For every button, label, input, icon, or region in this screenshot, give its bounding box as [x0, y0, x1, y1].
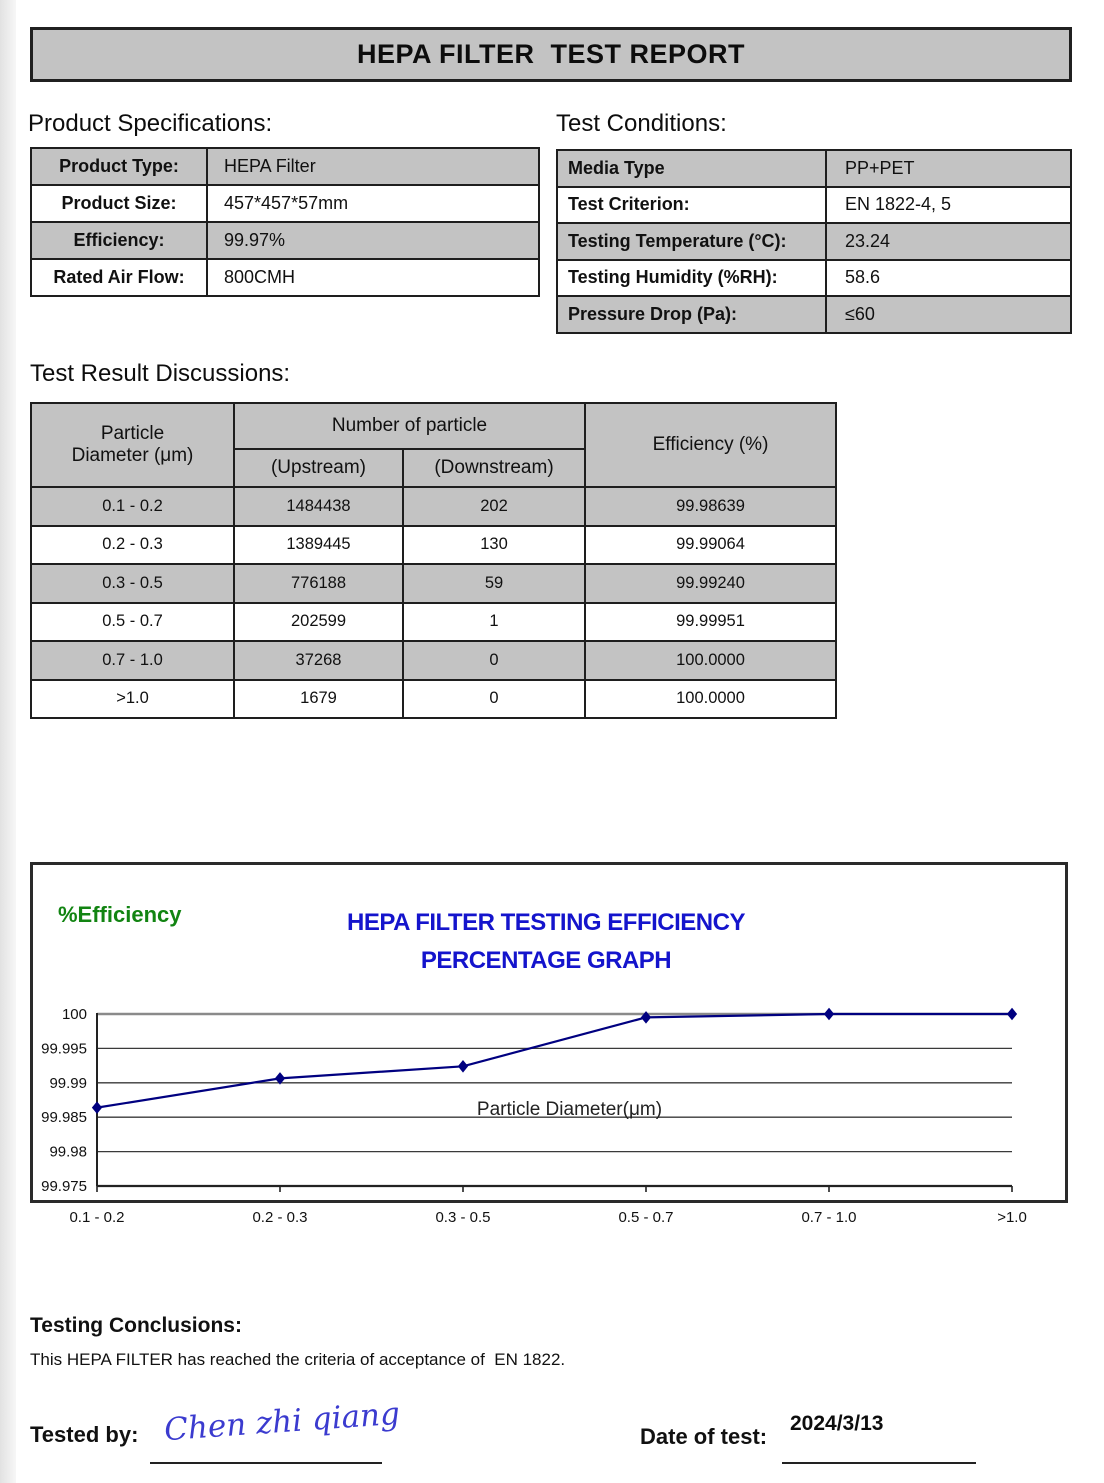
spec-label: Rated Air Flow: — [31, 259, 207, 296]
test-conditions-heading: Test Conditions: — [556, 110, 727, 137]
test-results-heading: Test Result Discussions: — [30, 360, 291, 387]
table-row — [31, 526, 836, 565]
cell-upstream: 1484438 — [234, 487, 403, 526]
header-line: Particle — [100, 423, 165, 444]
data-point-marker — [459, 1061, 468, 1072]
efficiency-chart — [30, 862, 1070, 1242]
x-tick-label: 0.1 - 0.2 — [69, 1209, 125, 1226]
condition-value: 58.6 — [826, 260, 1071, 297]
cell-downstream: 202 — [403, 487, 585, 526]
table-row — [31, 564, 836, 603]
y-tick-label: 99.98 — [49, 1143, 87, 1161]
y-tick-label: 99.985 — [41, 1109, 87, 1127]
spec-label: Efficiency: — [31, 222, 207, 259]
column-header-downstream: (Downstream) — [403, 449, 585, 487]
table-row — [557, 187, 1071, 224]
cell-diameter: 0.7 - 1.0 — [31, 641, 234, 680]
data-point-marker — [1008, 1009, 1017, 1020]
table-row — [31, 603, 836, 642]
cell-diameter: >1.0 — [31, 680, 234, 719]
cell-downstream: 1 — [403, 603, 585, 642]
product-specifications-heading: Product Specifications: — [28, 110, 273, 137]
test-conditions-table — [556, 149, 1072, 334]
cell-upstream: 37268 — [234, 641, 403, 680]
condition-value: EN 1822-4, 5 — [826, 187, 1071, 224]
data-point-marker — [825, 1009, 834, 1020]
condition-label: Testing Humidity (%RH): — [557, 260, 826, 297]
table-row — [31, 185, 539, 222]
column-header-particle-diameter — [31, 403, 234, 487]
cell-efficiency: 99.99240 — [585, 564, 836, 603]
cell-downstream: 0 — [403, 641, 585, 680]
condition-label: Pressure Drop (Pa): — [557, 296, 826, 333]
x-tick-label: 0.2 - 0.3 — [252, 1209, 308, 1226]
table-row — [31, 222, 539, 259]
condition-label: Media Type — [557, 150, 826, 187]
cell-diameter: 0.5 - 0.7 — [31, 603, 234, 642]
cell-efficiency: 99.98639 — [585, 487, 836, 526]
table-row — [557, 260, 1071, 297]
cell-upstream: 1389445 — [234, 526, 403, 565]
table-row — [31, 641, 836, 680]
y-tick-label: 99.975 — [41, 1178, 87, 1195]
data-point-marker — [93, 1102, 102, 1113]
chart-title-line2: PERCENTAGE GRAPH — [420, 947, 672, 974]
spec-value: 99.97% — [207, 222, 539, 259]
table-row — [31, 487, 836, 526]
spec-label: Product Type: — [31, 148, 207, 185]
cell-diameter: 0.3 - 0.5 — [31, 564, 234, 603]
condition-value: PP+PET — [826, 150, 1071, 187]
x-axis-title: Particle Diameter(μm) — [476, 1099, 663, 1121]
report-title-bar — [30, 27, 1072, 82]
spec-label: Product Size: — [31, 185, 207, 222]
x-tick-label: 0.5 - 0.7 — [618, 1209, 674, 1226]
tested-by-label: Tested by: — [30, 1422, 139, 1447]
cell-upstream: 776188 — [234, 564, 403, 603]
product-specifications-table — [30, 147, 540, 297]
date-line — [782, 1408, 976, 1464]
condition-value: 23.24 — [826, 223, 1071, 260]
column-header-efficiency: Efficiency (%) — [585, 403, 836, 487]
page-edge-shadow — [0, 0, 16, 1483]
x-tick-label: 0.3 - 0.5 — [435, 1209, 491, 1226]
cell-efficiency: 99.99064 — [585, 526, 836, 565]
table-row — [557, 223, 1071, 260]
cell-downstream: 130 — [403, 526, 585, 565]
testing-conclusions-heading: Testing Conclusions: — [30, 1314, 242, 1337]
column-header-upstream: (Upstream) — [234, 449, 403, 487]
table-header-row — [31, 403, 836, 449]
cell-efficiency: 100.0000 — [585, 641, 836, 680]
cell-efficiency: 100.0000 — [585, 680, 836, 719]
date-of-test-label: Date of test: — [640, 1424, 768, 1449]
y-tick-label: 100 — [61, 1006, 87, 1023]
testing-conclusions-text: This HEPA FILTER has reached the criteria of acceptance of EN 1822. — [30, 1350, 566, 1369]
table-row — [31, 680, 836, 719]
x-tick-label: 0.7 - 1.0 — [801, 1209, 857, 1226]
spec-value: HEPA Filter — [207, 148, 539, 185]
table-row — [31, 259, 539, 296]
cell-efficiency: 99.99951 — [585, 603, 836, 642]
x-tick-label: >1.0 — [997, 1209, 1027, 1226]
chart-y-axis-label: %Efficiency — [58, 902, 182, 927]
spec-value: 800CMH — [207, 259, 539, 296]
y-tick-label: 99.99 — [49, 1074, 87, 1092]
y-tick-label: 99.995 — [41, 1040, 87, 1058]
cell-downstream: 59 — [403, 564, 585, 603]
report-title: HEPA FILTER TEST REPORT — [356, 39, 745, 69]
cell-diameter: 0.1 - 0.2 — [31, 487, 234, 526]
data-line — [97, 1014, 1012, 1108]
test-results-table — [30, 402, 837, 719]
condition-label: Testing Temperature (°C): — [557, 223, 826, 260]
cell-upstream: 202599 — [234, 603, 403, 642]
chart-plot — [30, 862, 1070, 1242]
date-of-test-value: 2024/3/13 — [790, 1412, 884, 1435]
chart-title-line1: HEPA FILTER TESTING EFFICIENCY — [347, 909, 745, 936]
table-row — [557, 296, 1071, 333]
condition-label: Test Criterion: — [557, 187, 826, 224]
cell-upstream: 1679 — [234, 680, 403, 719]
cell-diameter: 0.2 - 0.3 — [31, 526, 234, 565]
header-line: Diameter (μm) — [71, 445, 194, 466]
tester-signature: Chen zhi qiang — [163, 1395, 401, 1449]
condition-value: ≤60 — [826, 296, 1071, 333]
table-row — [31, 148, 539, 185]
cell-downstream: 0 — [403, 680, 585, 719]
table-row — [557, 150, 1071, 187]
signature-line — [150, 1395, 401, 1464]
column-header-number-of-particle: Number of particle — [234, 403, 585, 449]
spec-value: 457*457*57mm — [207, 185, 539, 222]
